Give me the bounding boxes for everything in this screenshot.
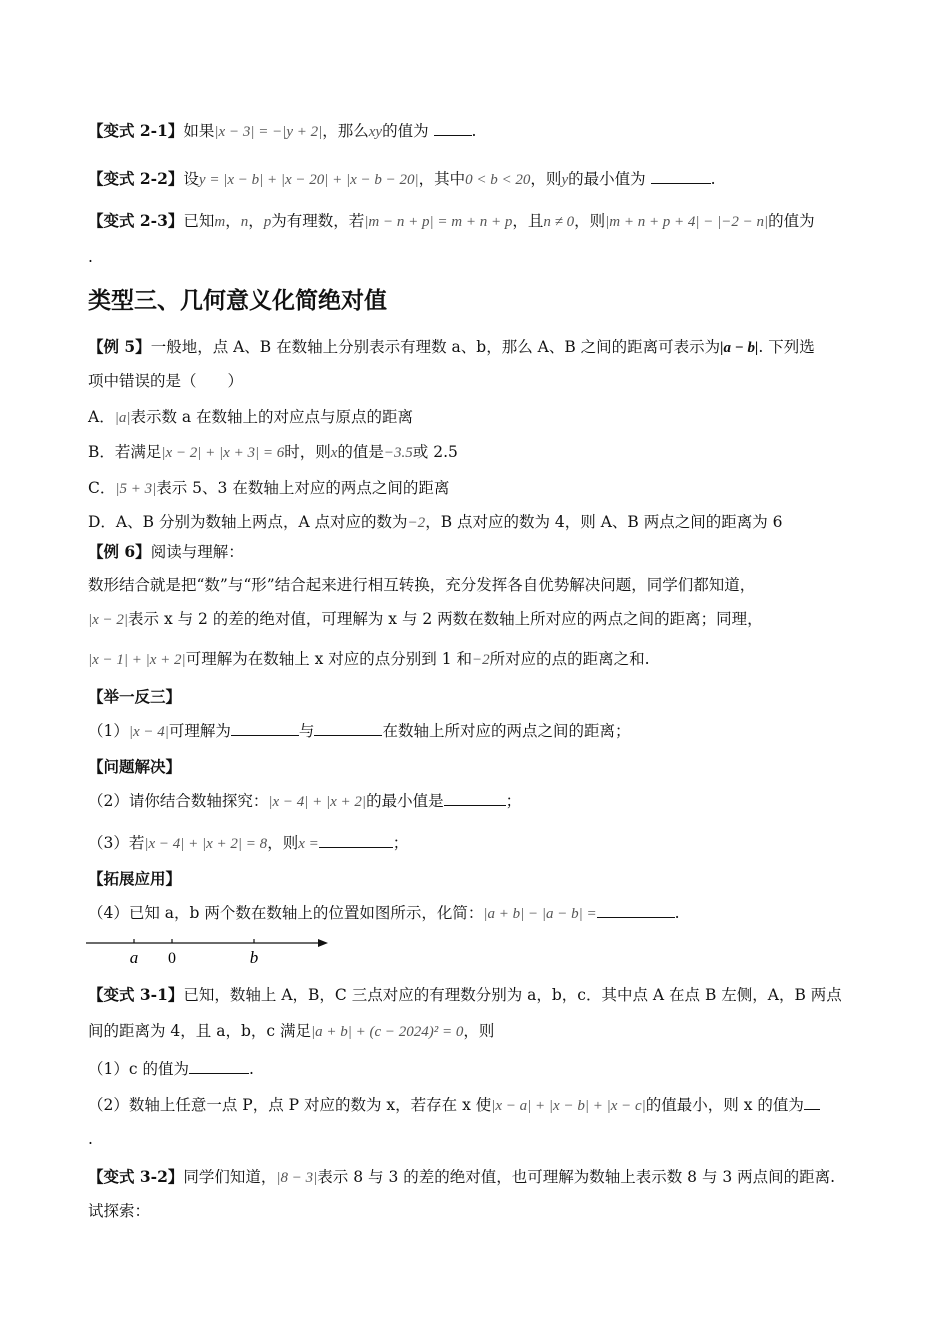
text: B．若满足 [88, 443, 162, 461]
subsection-heading: 【问题解决】 [88, 757, 182, 776]
variant-label: 【变式 2-3】 [88, 211, 184, 230]
text: 的值为 [382, 122, 429, 140]
text: 的值是 [337, 443, 384, 461]
variant-2-1 [88, 120, 476, 143]
math-expression: y = |x − b| + |x − 20| + |x − b − 20| [198, 172, 419, 188]
option-b[interactable] [88, 441, 458, 464]
text: 表示 8 与 3 的差的绝对值，也可理解为数轴上表示数 8 与 3 两点间的距离. [317, 1168, 836, 1186]
math-expression: x [330, 445, 338, 461]
text: 为有理数，若 [271, 212, 365, 230]
answer-blank[interactable] [319, 833, 393, 848]
example-label: 【例 5】 [88, 337, 151, 356]
math-expression: xy [368, 124, 383, 140]
variant-label: 【变式 2-2】 [88, 169, 184, 188]
math-expression: n [240, 214, 249, 230]
variant-label: 【变式 3-1】 [88, 985, 184, 1004]
question-2 [88, 790, 521, 813]
math-expression: |x − a| + |x − b| + |x − c| [491, 1098, 646, 1114]
text: 表示 5、3 在数轴上对应的两点之间的距离 [156, 479, 450, 497]
variant-3-1-end [88, 1128, 93, 1150]
math-expression: 0 < b < 20 [465, 172, 531, 188]
math-expression: p [263, 214, 272, 230]
example-6-para-3 [88, 648, 650, 671]
variant-3-1-line-2 [88, 1020, 494, 1043]
question-1 [88, 720, 630, 743]
text: （2）请你结合数轴探究： [88, 792, 269, 810]
answer-blank[interactable] [231, 721, 299, 736]
math-expression: |x − 2| [88, 612, 129, 628]
text: 时，则 [284, 443, 331, 461]
variant-3-1-question-1 [88, 1058, 254, 1080]
text: （1）c 的值为 [88, 1060, 189, 1078]
math-expression: |5 + 3| [115, 481, 157, 497]
text: 间的距离为 4，且 a，b，c 满足 [88, 1022, 311, 1040]
text: 或 2.5 [412, 443, 458, 461]
answer-blank[interactable] [434, 121, 472, 136]
math-expression: |x − 2| + |x + 3| = 6 [161, 445, 285, 461]
text: 设 [183, 170, 199, 188]
text: （3）若 [88, 834, 145, 852]
axis-arrow [318, 939, 328, 947]
math-expression: |x − 4| + |x + 2| [268, 794, 367, 810]
variant-label: 【变式 2-1】 [88, 121, 184, 140]
math-expression: |m − n + p| = m + n + p [364, 214, 513, 230]
text: ，那么 [322, 122, 369, 140]
subsection-heading: 【拓展应用】 [88, 869, 182, 888]
text: C． [88, 479, 116, 497]
math-expression: |m + n + p + 4| − |−2 − n| [605, 214, 769, 230]
text: A． [88, 408, 115, 426]
text: 一般地，点 A、B 在数轴上分别表示有理数 a、b，那么 A、B 之间的距离可表示为 [150, 338, 721, 356]
example-6-para-1: 数形结合就是把“数”与“形”结合起来进行相互转换，充分发挥各自优势解决问题，同学们都知道， [88, 576, 756, 594]
text: . [248, 1060, 254, 1078]
math-expression: |x − 1| + |x + 2| [88, 652, 186, 668]
text: 的最小值为 [568, 170, 646, 188]
text: . [710, 170, 716, 188]
answer-blank[interactable] [804, 1095, 820, 1110]
answer-blank[interactable] [189, 1059, 249, 1074]
text: 的值最小，则 x 的值为 [645, 1096, 804, 1114]
axis-label-zero: 0 [168, 950, 176, 967]
text: （1） [88, 722, 129, 740]
text: （4）已知 a，b 两个数在数轴上的位置如图所示，化简： [88, 904, 484, 922]
example-5-line-2: 项中错误的是（ ） [88, 372, 244, 390]
example-5-line-1 [88, 336, 815, 359]
text: 同学们知道， [183, 1168, 277, 1186]
math-expression: |a| [114, 410, 131, 426]
text: 与 [298, 722, 315, 740]
text: . [471, 122, 477, 140]
variant-2-3 [88, 210, 815, 233]
variant-3-2-line-2: 试探索： [88, 1202, 151, 1220]
variant-3-1-line-1 [88, 984, 842, 1006]
variant-2-2 [88, 168, 716, 191]
question-3 [88, 832, 408, 855]
text: 在数轴上所对应的两点之间的距离； [382, 722, 631, 740]
text: . [674, 904, 680, 922]
math-expression: |x − 4| + |x + 2| = 8 [144, 836, 268, 852]
axis-label-a: a [129, 948, 139, 967]
question-4 [88, 902, 680, 925]
math-expression: x = [298, 836, 319, 852]
math-expression: |a + b| − |a − b| = [483, 906, 597, 922]
subsection-heading: 【举一反三】 [88, 687, 182, 706]
text: . [88, 1130, 93, 1148]
variant-3-1-question-2 [88, 1094, 820, 1117]
variant-2-3-end [88, 246, 93, 268]
text: ，且 [512, 212, 544, 230]
text: ，则 [530, 170, 562, 188]
variant-label: 【变式 3-2】 [88, 1167, 184, 1186]
option-a[interactable] [88, 406, 413, 429]
text: （2）数轴上任意一点 P，点 P 对应的数为 x，若存在 x 使 [88, 1096, 492, 1114]
text: ，则 [267, 834, 299, 852]
text: . [88, 248, 93, 266]
math-expression: y [561, 172, 569, 188]
example-label: 【例 6】 [88, 542, 151, 561]
text: 已知 [183, 212, 215, 230]
text: ， [248, 212, 264, 230]
math-expression: n ≠ 0 [543, 214, 575, 230]
text: D．A、B 分别为数轴上两点，A 点对应的数为 [88, 513, 408, 531]
answer-blank[interactable] [444, 791, 506, 806]
text: 的最小值是 [366, 792, 444, 810]
text: 表示 x 与 2 的差的绝对值，可理解为 x 与 2 两数在数轴上所对应的两点之间的距离；同理， [128, 610, 763, 628]
example-6-para-2 [88, 608, 763, 631]
text: 阅读与理解： [150, 543, 244, 561]
answer-blank[interactable] [651, 169, 711, 184]
text: ，则 [463, 1022, 495, 1040]
number-line-figure [86, 932, 336, 972]
text: ； [505, 792, 522, 810]
text: ， [225, 212, 241, 230]
math-expression: |a − b| [720, 340, 759, 356]
option-d[interactable] [88, 511, 783, 534]
text: ，则 [574, 212, 606, 230]
example-6-title [88, 541, 244, 563]
text: 表示数 a 在数轴上的对应点与原点的距离 [130, 408, 414, 426]
text: ； [392, 834, 409, 852]
math-expression: |8 − 3| [276, 1170, 318, 1186]
text: ，B 点对应的数为 4，则 A、B 两点之间的距离为 6 [425, 513, 783, 531]
text: 可理解为 [168, 722, 231, 740]
text: 如果 [183, 122, 215, 140]
text: . 下列选 [758, 338, 815, 356]
math-expression: |x − 4| [128, 724, 169, 740]
math-expression: m [214, 214, 226, 230]
text: 的值为 [768, 212, 815, 230]
math-expression: |x − 3| = −|y + 2| [214, 124, 323, 140]
text: 可理解为在数轴上 x 对应的点分别到 1 和 [185, 650, 472, 668]
axis-label-b: b [249, 948, 259, 967]
text: 所对应的点的距离之和. [489, 650, 650, 668]
answer-blank[interactable] [597, 903, 675, 918]
math-expression: |a + b| + (c − 2024)² = 0 [311, 1024, 464, 1040]
math-expression: −3.5 [383, 445, 413, 461]
math-expression: −2 [472, 652, 490, 668]
answer-blank[interactable] [314, 721, 382, 736]
math-expression: −2 [407, 515, 426, 531]
text: ，其中 [418, 170, 466, 188]
option-c[interactable] [88, 477, 449, 500]
text: 已知，数轴上 A，B，C 三点对应的有理数分别为 a，b，c．其中点 A 在点 B 左侧，A，B 两点 [183, 986, 842, 1004]
section-heading: 类型三、几何意义化简绝对值 [88, 288, 387, 314]
variant-3-2-line-1 [88, 1166, 835, 1189]
